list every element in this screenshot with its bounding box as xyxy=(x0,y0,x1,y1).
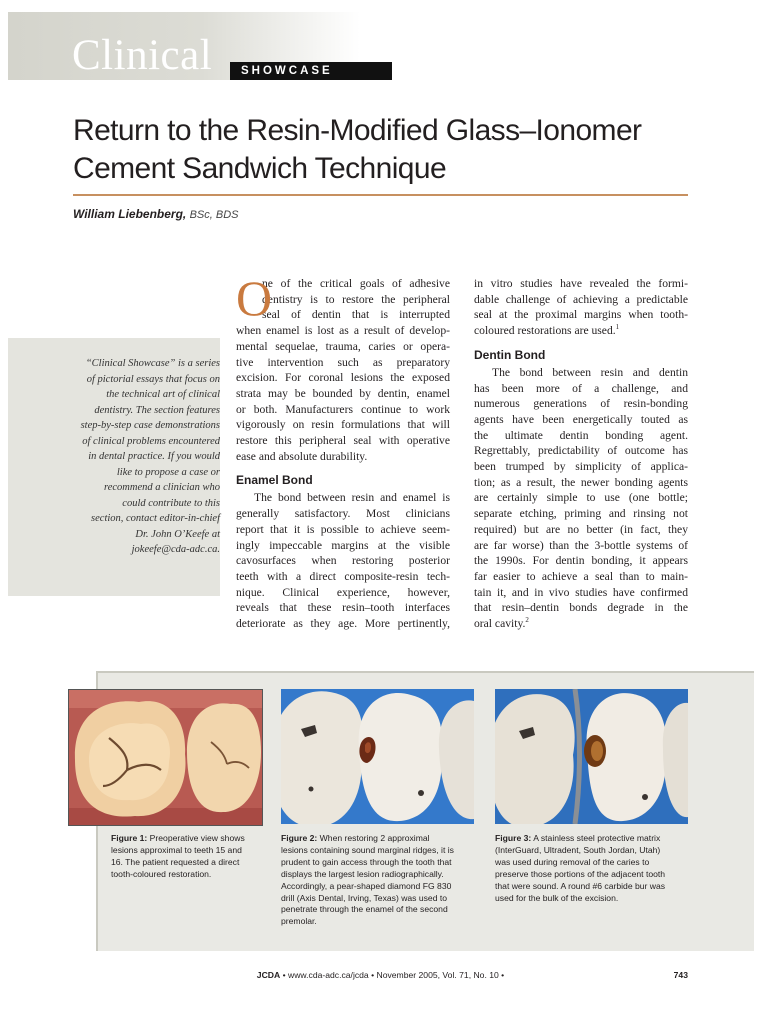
body-line: dable challenge of achieving a predictable xyxy=(474,292,688,306)
body-line: Regrettably, predictability of outcome has xyxy=(474,444,688,458)
body-line: or both. Manufacturers continue to work xyxy=(236,402,450,416)
caption-line: premolar. xyxy=(281,916,317,927)
sidebar-line: jokeefe@cda-adc.ca. xyxy=(131,544,220,555)
body-line-with-ref xyxy=(474,323,688,339)
caption-line: lesions containing sound marginal ridges, it is xyxy=(281,844,454,855)
figure-2-label: Figure 2: xyxy=(281,833,318,843)
page-footer xyxy=(73,970,688,980)
section-heading-dentin: Dentin Bond xyxy=(474,347,546,362)
body-line: The bond between resin and dentin xyxy=(492,365,688,379)
body-column-1 xyxy=(236,270,450,632)
caption-line: was used during removal of the caries to xyxy=(495,856,650,867)
body-line: numerous generations of resin-bonding xyxy=(474,397,688,411)
body-line: restore this peripheral seal with operative xyxy=(236,434,450,448)
body-line: mental sequelae, trauma, caries or opera- xyxy=(236,339,450,353)
sidebar-line: section, contact editor-in-chief xyxy=(91,513,220,524)
caption-line: used for the bulk of the excision. xyxy=(495,892,619,903)
caption-line: tooth-coloured restoration. xyxy=(111,868,212,879)
author-name: William Liebenberg, xyxy=(73,207,187,221)
article-title-line-2: Cement Sandwich Technique xyxy=(73,152,447,185)
caption-line xyxy=(495,833,665,845)
section-title: Clinical xyxy=(72,32,213,79)
caption-line: 16. The patient requested a direct xyxy=(111,856,240,867)
figure-1-photo xyxy=(68,689,263,826)
figure-3-photo xyxy=(495,689,688,824)
body-line: tive intervention such as preparatory xyxy=(236,355,450,369)
body-line: required) but are no better (in fact, they xyxy=(474,522,688,536)
figure-1-label: Figure 1: xyxy=(111,833,148,843)
body-line: The bond between resin and enamel is xyxy=(254,491,450,505)
sidebar-line: of pictorial essays that focus on xyxy=(86,373,220,385)
figure-3-label: Figure 3: xyxy=(495,833,532,843)
sidebar-note xyxy=(8,338,220,596)
sidebar-line: like to propose a case or xyxy=(116,466,220,478)
sidebar-line: Dr. John O’Keefe at xyxy=(135,528,220,540)
article-title-line-1: Return to the Resin-Modified Glass–Ionomer xyxy=(73,114,642,147)
title-divider xyxy=(73,194,688,196)
caption-line: lesions approximal to teeth 15 and xyxy=(111,844,242,855)
sidebar-line: “Clinical Showcase” is a series xyxy=(85,358,220,369)
body-line: the 1990s. For dentin bonding, it appears xyxy=(474,554,688,568)
caption-line: that were sound. A round #6 carbide bur was xyxy=(495,880,666,891)
author-credentials: BSc, BDS xyxy=(189,209,239,221)
sidebar-line: in dental practice. If you would xyxy=(88,451,220,462)
body-line: deteriorate as they age. More pertinently, xyxy=(236,617,450,631)
body-line: cavosurfaces when restoring posterior xyxy=(236,554,450,568)
body-line: generally satisfactory. Most clinicians xyxy=(236,507,450,521)
caption-line: drill (Axis Dental, Irving, Texas) was used to xyxy=(281,892,448,903)
figure-2-caption xyxy=(281,833,454,928)
body-line: vigorously on resin formulations that will xyxy=(236,418,450,432)
author-byline xyxy=(73,207,239,221)
body-line: teeth with a direct composite-resin tech- xyxy=(236,569,450,583)
body-line: are far worse) than the 3-bottle systems of xyxy=(474,538,688,552)
body-line: ease and absolute durability. xyxy=(236,449,368,463)
sidebar-line: of clinical problems encountered xyxy=(82,435,220,447)
drop-cap: O xyxy=(236,270,273,326)
sidebar-line: could contribute to this xyxy=(122,497,220,509)
article-title xyxy=(73,112,693,188)
caption-text: Preoperative view shows xyxy=(147,833,245,843)
sidebar-text xyxy=(24,356,220,558)
caption-text: A stainless steel protective matrix xyxy=(531,833,661,843)
caption-line xyxy=(281,833,451,845)
reference-marker: 2 xyxy=(525,616,529,625)
sidebar-line: the technical art of clinical xyxy=(106,389,220,400)
caption-line: penetrate through the enamel of the second xyxy=(281,904,448,915)
body-line: reveals that these resin–tooth interfaces xyxy=(236,601,450,615)
figure-1-caption xyxy=(111,833,281,881)
body-line: the ultimate dentin bonding agent. xyxy=(474,428,688,442)
caption-line: prudent to gain access through the tooth that xyxy=(281,856,452,867)
body-line: nique. Clinical experience, however, xyxy=(236,585,450,599)
caption-line xyxy=(111,833,281,845)
body-line: excision. For coronal lesions the exposed xyxy=(236,371,450,385)
body-line: ingly impeccable margins at the visible xyxy=(236,538,450,552)
caption-text: When restoring 2 approximal xyxy=(317,833,430,843)
body-line: tion; as a result, the newer bonding agents xyxy=(474,475,688,489)
caption-line: preserve those portions of the adjacent tooth xyxy=(495,868,666,879)
body-line-text: coloured restorations are used. xyxy=(474,324,616,338)
caption-line: Accordingly, a pear-shaped diamond FG 830 xyxy=(281,880,452,891)
body-line: that resin–dentin bonds degrade in the xyxy=(474,601,688,615)
reference-marker: 1 xyxy=(615,323,620,332)
body-column-2 xyxy=(474,276,688,632)
body-line: separate etching, priming and rinsing not xyxy=(474,507,688,521)
journal-name: JCDA xyxy=(256,970,281,980)
body-line: has been more of a challenge, and xyxy=(474,381,688,395)
body-line: seal of dentin that is interrupted xyxy=(262,308,450,322)
figure-2-photo xyxy=(281,689,474,824)
page-number: 743 xyxy=(673,970,688,980)
body-line-text: oral cavity. xyxy=(474,617,526,631)
sidebar-line: step-by-step case demonstrations xyxy=(80,420,220,431)
footer-citation: • www.cda-adc.ca/jcda • November 2005, Vol. 71, No. 10 • xyxy=(280,970,505,980)
body-line: agents have been energetically touted as xyxy=(474,412,688,426)
sidebar-line: recommend a clinician who xyxy=(104,482,220,493)
body-line: when enamel is lost as a result of develop- xyxy=(236,324,450,338)
sidebar-line: dentistry. The section features xyxy=(94,404,220,416)
section-heading-enamel: Enamel Bond xyxy=(236,473,313,488)
body-line: are certainly simple to use (one bottle; xyxy=(474,491,688,505)
body-line: ne of the critical goals of adhesive xyxy=(262,277,450,290)
section-tag: SHOWCASE xyxy=(230,62,392,80)
body-line-with-ref xyxy=(474,616,688,632)
body-line: dentistry is to restore the peripheral xyxy=(262,292,450,306)
body-line: in vitro studies have revealed the formi- xyxy=(474,277,688,290)
caption-line: displays the largest lesion radiographically. xyxy=(281,868,444,879)
figure-3-caption xyxy=(495,833,665,904)
body-line: report that it is possible to achieve seem- xyxy=(236,522,450,536)
body-line: far easier to achieve a seal than to main- xyxy=(474,569,688,583)
body-line: tain it, and in vivo studies have confirmed xyxy=(474,585,688,599)
caption-line: (InterGuard, Ultradent, South Jordan, Utah) xyxy=(495,844,661,855)
body-line: seal at the proximal margins when tooth- xyxy=(474,308,688,322)
body-line: been trumped by simplicity of applica- xyxy=(474,460,688,474)
body-line: strata may be bounded by dentin, enamel xyxy=(236,386,450,400)
